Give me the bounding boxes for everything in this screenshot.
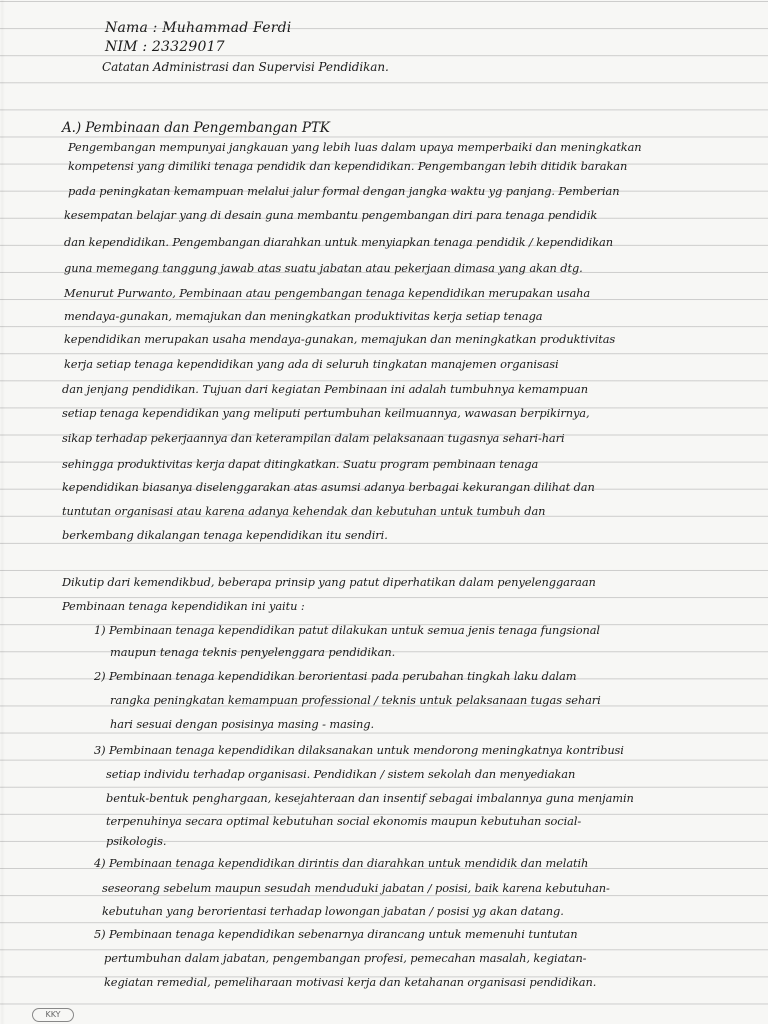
- principle-item-4-cont: seseorang sebelum maupun sesudah menduduki jabatan / posisi, baik karena kebutuhan-: [102, 881, 610, 895]
- paragraph-line: guna memegang tanggung jawab atas suatu jabatan atau pekerjaan dimasa yang akan dtg.: [64, 261, 583, 275]
- principle-item-4-cont: kebutuhan yang berorientasi terhadap lowongan jabatan / posisi yg akan datang.: [102, 904, 564, 918]
- principle-item-3-cont: psikologis.: [106, 834, 167, 848]
- header-subject: Catatan Administrasi dan Supervisi Pendidikan.: [102, 60, 389, 74]
- paragraph-line: kependidikan merupakan usaha mendaya-gunakan, memajukan dan meningkatkan produktivitas: [64, 332, 616, 346]
- principle-item-3-cont: bentuk-bentuk penghargaan, kesejahteraan dan insentif sebagai imbalannya guna menjamin: [106, 791, 634, 805]
- principle-item-3-cont: setiap individu terhadap organisasi. Pendidikan / sistem sekolah dan menyediakan: [106, 767, 576, 781]
- principle-item-2: 2) Pembinaan tenaga kependidikan berorientasi pada perubahan tingkah laku dalam: [94, 669, 577, 683]
- principle-item-5-cont: kegiatan remedial, pemeliharaan motivasi kerja dan ketahanan organisasi pendidikan.: [104, 975, 597, 989]
- paragraph-line: setiap tenaga kependidikan yang meliputi pertumbuhan keilmuannya, wawasan berpikirnya,: [62, 406, 590, 420]
- paragraph-line: pada peningkatan kemampuan melalui jalur formal dengan jangka waktu yg panjang. Pemberian: [68, 184, 620, 198]
- paragraph-line: dan kependidikan. Pengembangan diarahkan untuk menyiapkan tenaga pendidik / kependidikan: [64, 235, 613, 249]
- principles-intro-line: Dikutip dari kemendikbud, beberapa prinsip yang patut diperhatikan dalam penyelenggaraan: [62, 575, 596, 589]
- paragraph-line: kependidikan biasanya diselenggarakan atas asumsi adanya berbagai kekurangan dilihat dan: [62, 480, 595, 494]
- paragraph-line: kesempatan belajar yang di desain guna membantu pengembangan diri para tenaga pendidik: [64, 208, 598, 222]
- paragraph-line: sehingga produktivitas kerja dapat ditingkatkan. Suatu program pembinaan tenaga: [62, 457, 539, 471]
- section-title: A.) Pembinaan dan Pengembangan PTK: [62, 120, 330, 136]
- paragraph-line: dan jenjang pendidikan. Tujuan dari kegiatan Pembinaan ini adalah tumbuhnya kemampuan: [62, 382, 588, 396]
- paragraph-line: Menurut Purwanto, Pembinaan atau pengembangan tenaga kependidikan merupakan usaha: [64, 286, 591, 300]
- paragraph-line: kerja setiap tenaga kependidikan yang ada di seluruh tingkatan manajemen organisasi: [64, 357, 559, 371]
- paragraph-line: kompetensi yang dimiliki tenaga pendidik dan kependidikan. Pengembangan lebih ditidik barakan: [68, 159, 628, 173]
- paragraph-line: tuntutan organisasi atau karena adanya kehendak dan kebutuhan untuk tumbuh dan: [62, 504, 546, 518]
- page-footer-badge: KKY: [32, 1008, 74, 1022]
- principle-item-5-cont: pertumbuhan dalam jabatan, pengembangan profesi, pemecahan masalah, kegiatan-: [104, 951, 587, 965]
- principle-item-5: 5) Pembinaan tenaga kependidikan sebenarnya dirancang untuk memenuhi tuntutan: [94, 927, 578, 941]
- principle-item-2-cont: hari sesuai dengan posisinya masing - masing.: [110, 717, 375, 731]
- header-nama: Nama : Muhammad Ferdi: [105, 20, 292, 36]
- paragraph-line: berkembang dikalangan tenaga kependidikan itu sendiri.: [62, 528, 388, 542]
- principle-item-3: 3) Pembinaan tenaga kependidikan dilaksanakan untuk mendorong meningkatnya kontribusi: [94, 743, 624, 757]
- principle-item-1: 1) Pembinaan tenaga kependidikan patut dilakukan untuk semua jenis tenaga fungsional: [94, 623, 600, 637]
- principle-item-4: 4) Pembinaan tenaga kependidikan dirintis dan diarahkan untuk mendidik dan melatih: [94, 856, 589, 870]
- principle-item-2-cont: rangka peningkatan kemampuan professional / teknis untuk pelaksanaan tugas sehari: [110, 693, 601, 707]
- paragraph-line: sikap terhadap pekerjaannya dan keterampilan dalam pelaksanaan tugasnya sehari-hari: [62, 431, 565, 445]
- principles-intro-line: Pembinaan tenaga kependidikan ini yaitu :: [62, 599, 305, 613]
- paragraph-line: Pengembangan mempunyai jangkauan yang lebih luas dalam upaya memperbaiki dan meningkatkan: [68, 140, 642, 154]
- principle-item-3-cont: terpenuhinya secara optimal kebutuhan social ekonomis maupun kebutuhan social-: [106, 814, 582, 828]
- paragraph-line: mendaya-gunakan, memajukan dan meningkatkan produktivitas kerja setiap tenaga: [64, 309, 543, 323]
- principle-item-1-cont: maupun tenaga teknis penyelenggara pendidikan.: [110, 645, 396, 659]
- header-nim: NIM : 23329017: [105, 39, 225, 55]
